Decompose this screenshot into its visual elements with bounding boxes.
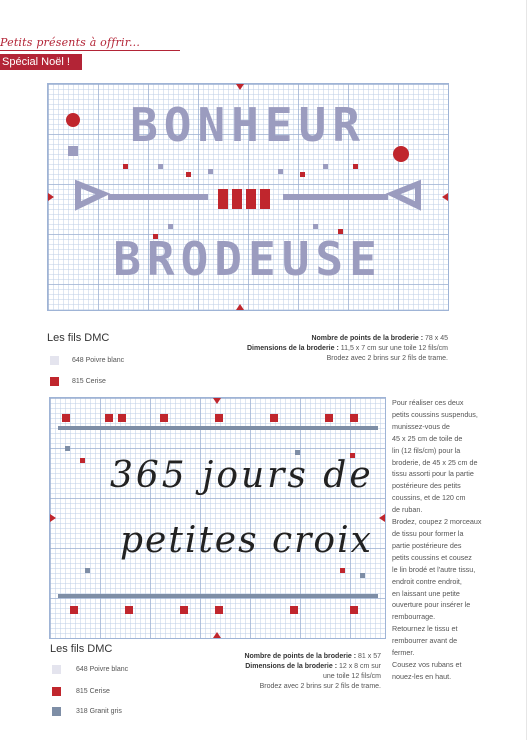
cross-stitch-chart-365-jours: [49, 397, 386, 639]
motif-lilac-square: [168, 224, 173, 229]
instruction-line: Brodez, coupez 2 morceaux: [392, 517, 482, 527]
motif-red-dot: [393, 146, 409, 162]
points-value: 78 x 45: [425, 335, 448, 342]
chart2-borders: [50, 398, 385, 638]
motif-blue-square: [360, 573, 365, 578]
stitch-note: Brodez avec 2 brins sur 2 fils de trame.: [326, 355, 448, 362]
stitch-note: Brodez avec 2 brins sur 2 fils de trame.: [259, 683, 381, 690]
motif-left-bow: [78, 184, 103, 206]
instruction-line: petits coussins suspendus,: [392, 409, 478, 419]
section-heading: Petits présents à offrir...: [0, 36, 141, 49]
instruction-line: rembourrer avant de: [392, 636, 458, 646]
thread-label: 318 Granit gris: [76, 708, 122, 715]
instruction-line: endroit contre endroit,: [392, 576, 462, 586]
instruction-line: rembourrage.: [392, 612, 436, 622]
motif-right-shaft: [283, 194, 388, 200]
motif-small-square: [300, 172, 305, 177]
border-heart: [290, 606, 298, 614]
center-marker-top: [236, 84, 244, 90]
motif-lilac-square: [208, 169, 213, 174]
thread-swatch-cerise: [50, 377, 59, 386]
center-marker-bottom: [236, 304, 244, 310]
center-marker-top: [213, 398, 221, 404]
instruction-line: 45 x 25 cm de toile de: [392, 433, 463, 443]
thread-label: 648 Poivre blanc: [76, 666, 129, 673]
size-value: 12 x 8 cm sur: [338, 663, 381, 670]
instruction-line: de ruban.: [392, 505, 423, 515]
thread-label: 815 Cerise: [76, 688, 110, 695]
instruction-line: broderie, de 45 x 25 cm de: [392, 457, 478, 467]
border-heart: [270, 414, 278, 422]
instruction-line: petits coussins et cousez: [392, 552, 472, 562]
center-marker-left: [48, 193, 54, 201]
thread-label: 815 Cerise: [72, 378, 106, 385]
motif-small-square: [340, 568, 345, 573]
border-heart: [325, 414, 333, 422]
motif-red-dot: [66, 113, 80, 127]
motif-center-bars: [232, 189, 242, 209]
instruction-line: Pour réaliser ces deux: [392, 398, 464, 407]
thread-swatch-poivre-blanc: [50, 356, 59, 365]
size-value: 11,5 x 7 cm sur une toile 12 fils/cm: [340, 345, 448, 352]
border-heart: [215, 606, 223, 614]
border-heart: [350, 606, 358, 614]
border-heart: [215, 414, 223, 422]
size-label: Dimensions de la broderie :: [245, 663, 338, 670]
thread-legend-title: Les fils DMC: [47, 332, 110, 344]
instruction-line: lin (12 fils/cm) pour la: [392, 445, 461, 455]
border-heart: [105, 414, 113, 422]
motif-small-square: [123, 164, 128, 169]
border-heart: [70, 606, 78, 614]
instruction-line: partie postérieure des: [392, 540, 462, 550]
instruction-line: tissu assorti pour la partie: [392, 469, 474, 479]
motif-small-square: [80, 458, 85, 463]
motif-center-bars: [260, 189, 270, 209]
motif-center-bars: [246, 189, 256, 209]
size-value-line2: une toile 12 fils/cm: [323, 673, 381, 680]
center-marker-right: [442, 193, 448, 201]
heading-rule: [0, 50, 180, 51]
instruction-line: fermer.: [392, 648, 415, 658]
chart-word-bonheur: BONHEUR: [130, 98, 366, 152]
instruction-line: Cousez vos rubans et: [392, 659, 462, 669]
instruction-line: coussins, et de 120 cm: [392, 493, 466, 503]
motif-lilac-square: [278, 169, 283, 174]
border-band: [58, 594, 378, 598]
motif-lilac-square: [68, 146, 78, 156]
instruction-line: le lin brodé et l'autre tissu,: [392, 564, 476, 574]
thread-label: 648 Poivre blanc: [72, 357, 125, 364]
border-heart: [118, 414, 126, 422]
motif-lilac-square: [313, 224, 318, 229]
embroidery-dimensions: [180, 334, 448, 364]
center-marker-right: [379, 514, 385, 522]
instruction-line: ouverture pour insérer le: [392, 600, 471, 610]
chart-word-brodeuse: BRODEUSE: [113, 232, 383, 286]
border-heart: [125, 606, 133, 614]
instruction-line: en laissant une petite: [392, 588, 460, 598]
points-label: Nombre de points de la broderie :: [311, 335, 424, 342]
motif-center-bars: [218, 189, 228, 209]
cross-stitch-chart-bonheur: [47, 83, 449, 311]
motif-small-square: [186, 172, 191, 177]
border-band: [58, 426, 378, 430]
thread-swatch-granit-gris: [52, 707, 61, 716]
points-label: Nombre de points de la broderie :: [244, 653, 357, 660]
motif-lilac-square: [158, 164, 163, 169]
points-value: 81 x 57: [358, 653, 381, 660]
border-heart: [62, 414, 70, 422]
size-label: Dimensions de la broderie :: [246, 345, 339, 352]
motif-blue-square: [65, 446, 70, 451]
center-marker-bottom: [213, 632, 221, 638]
motif-lilac-square: [323, 164, 328, 169]
thread-legend-title: Les fils DMC: [50, 643, 113, 655]
center-marker-left: [50, 514, 56, 522]
border-heart: [180, 606, 188, 614]
instruction-line: Retournez le tissu et: [392, 624, 458, 634]
motif-small-square: [353, 164, 358, 169]
instruction-line: de tissu pour former la: [392, 528, 464, 538]
instruction-line: munissez-vous de: [392, 421, 450, 431]
handwritten-text-line2: petites croix: [120, 520, 373, 561]
thread-swatch-poivre-blanc: [52, 665, 61, 674]
motif-blue-square: [85, 568, 90, 573]
border-heart: [350, 414, 358, 422]
motif-right-bow: [393, 184, 418, 206]
thread-swatch-cerise: [52, 687, 61, 696]
instruction-line: postérieure des petits: [392, 481, 461, 491]
instructions-text: [392, 397, 494, 683]
handwritten-text-line1: 365 jours de: [110, 455, 374, 496]
embroidery-dimensions: [180, 652, 381, 692]
border-heart: [160, 414, 168, 422]
instruction-line: nouez-les en haut.: [392, 671, 452, 681]
section-subheading: Spécial Noël !: [0, 54, 82, 70]
motif-left-shaft: [108, 194, 208, 200]
